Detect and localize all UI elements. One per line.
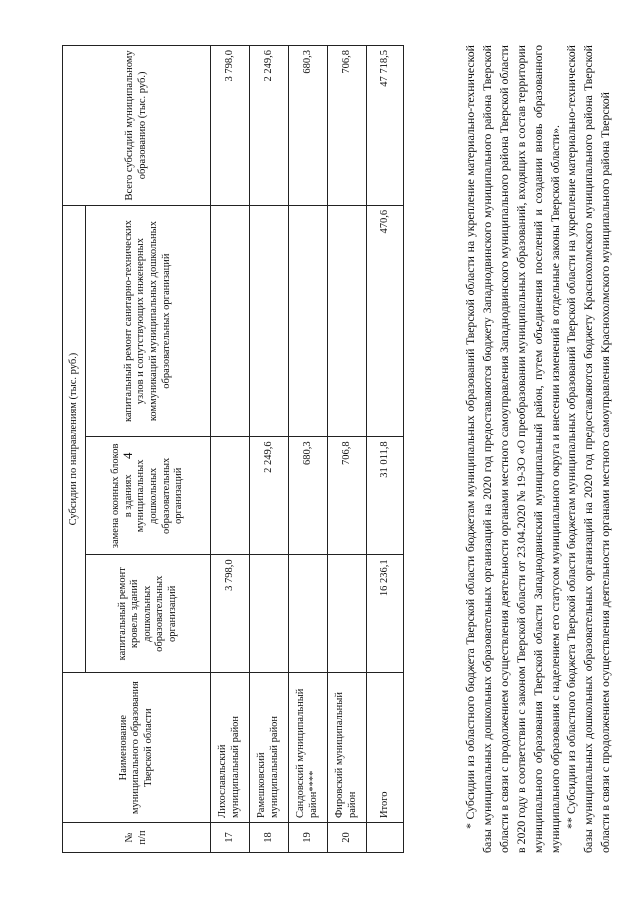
row-name: Лихославльский муниципальный район (211, 673, 250, 823)
row-roof (328, 555, 367, 673)
total-sanitary: 470,6 (367, 205, 404, 437)
header-windows: замена оконных блоков в зданиях муниципальных дошкольных образовательных организаций (86, 437, 211, 555)
header-sanitary: капитальный ремонт санитарно-технических узлов и сопутствующих инженерных коммуникаций муниципальных дошкольных образовательных организаций (86, 205, 211, 437)
row-name: Сандовский муниципальный район**** (289, 673, 328, 823)
footnote-1: * Субсидии из областного бюджета Тверской области бюджетам муниципальных образований Тверской области на укрепление материально-технической базы муниципальных дошкольных образовательных организаций на 2020 год предоставляются бюджету Западнодвинского муниципального района Тверской области в связи с продолжением осуществления деятельности органами местного самоуправления Западнодвинского муниципального района Тверской области в 2020 году в соответствии с законом Тверской области от 23.04.2020 № 19-ЗО «О преобразовании муниципальных образований, входящих в состав территории муниципального образования Тверской области Западнодвинский муниципальный район, путем объединения поселений и создании вновь образованного муниципального образования с наделением его статусом муниципального округа и внесении изменений в отдельные законы Тверской области». (463, 45, 562, 853)
table-row (211, 46, 250, 853)
row-num: 17 (211, 823, 250, 853)
row-windows (211, 437, 250, 555)
row-total: 3 798,0 (211, 46, 250, 206)
row-name: Рамешковский муниципальный район (250, 673, 289, 823)
table-row (250, 46, 289, 853)
row-sanitary (250, 205, 289, 437)
page-number: 4 (120, 452, 135, 459)
table-row (328, 46, 367, 853)
row-windows: 706,8 (328, 437, 367, 555)
header-num: № п/п (63, 823, 211, 853)
total-roof: 16 236,1 (367, 555, 404, 673)
row-total: 2 249,6 (250, 46, 289, 206)
row-total: 706,8 (328, 46, 367, 206)
row-num: 20 (328, 823, 367, 853)
row-name: Фировский муниципальный район (328, 673, 367, 823)
total-total: 47 718,5 (367, 46, 404, 206)
footnotes (462, 45, 614, 853)
row-windows: 2 249,6 (250, 437, 289, 555)
row-sanitary (289, 205, 328, 437)
header-municipality: Наименование муниципального образования Тверской области (63, 673, 211, 823)
row-total: 680,3 (289, 46, 328, 206)
row-roof (289, 555, 328, 673)
total-label: Итого (367, 673, 404, 823)
total-windows: 31 011,8 (367, 437, 404, 555)
header-group: Субсидии по направлениям (тыс. руб.) (63, 205, 86, 672)
row-windows: 680,3 (289, 437, 328, 555)
footnote-2: ** Субсидии из областного бюджета Тверской области бюджетам муниципальных образований Тверской области на укрепление материально-технической базы муниципальных дошкольных образовательных организаций на 2020 год предоставляются бюджету Краснохолмского муниципального района Тверской области в связи с продолжением осуществления деятельности органами местного самоуправления Краснохолмского муниципального района Тверской (564, 45, 613, 853)
header-total: Всего субсидий муниципальному образованию (тыс. руб.) (63, 46, 211, 206)
subsidies-table (62, 45, 404, 853)
row-sanitary (211, 205, 250, 437)
total-num-cell (367, 823, 404, 853)
row-num: 19 (289, 823, 328, 853)
row-sanitary (328, 205, 367, 437)
header-roof: капитальный ремонт кровель зданий дошкольных образовательных организаций (86, 555, 211, 673)
row-roof: 3 798,0 (211, 555, 250, 673)
table-row (289, 46, 328, 853)
row-num: 18 (250, 823, 289, 853)
row-roof (250, 555, 289, 673)
total-row (367, 46, 404, 853)
